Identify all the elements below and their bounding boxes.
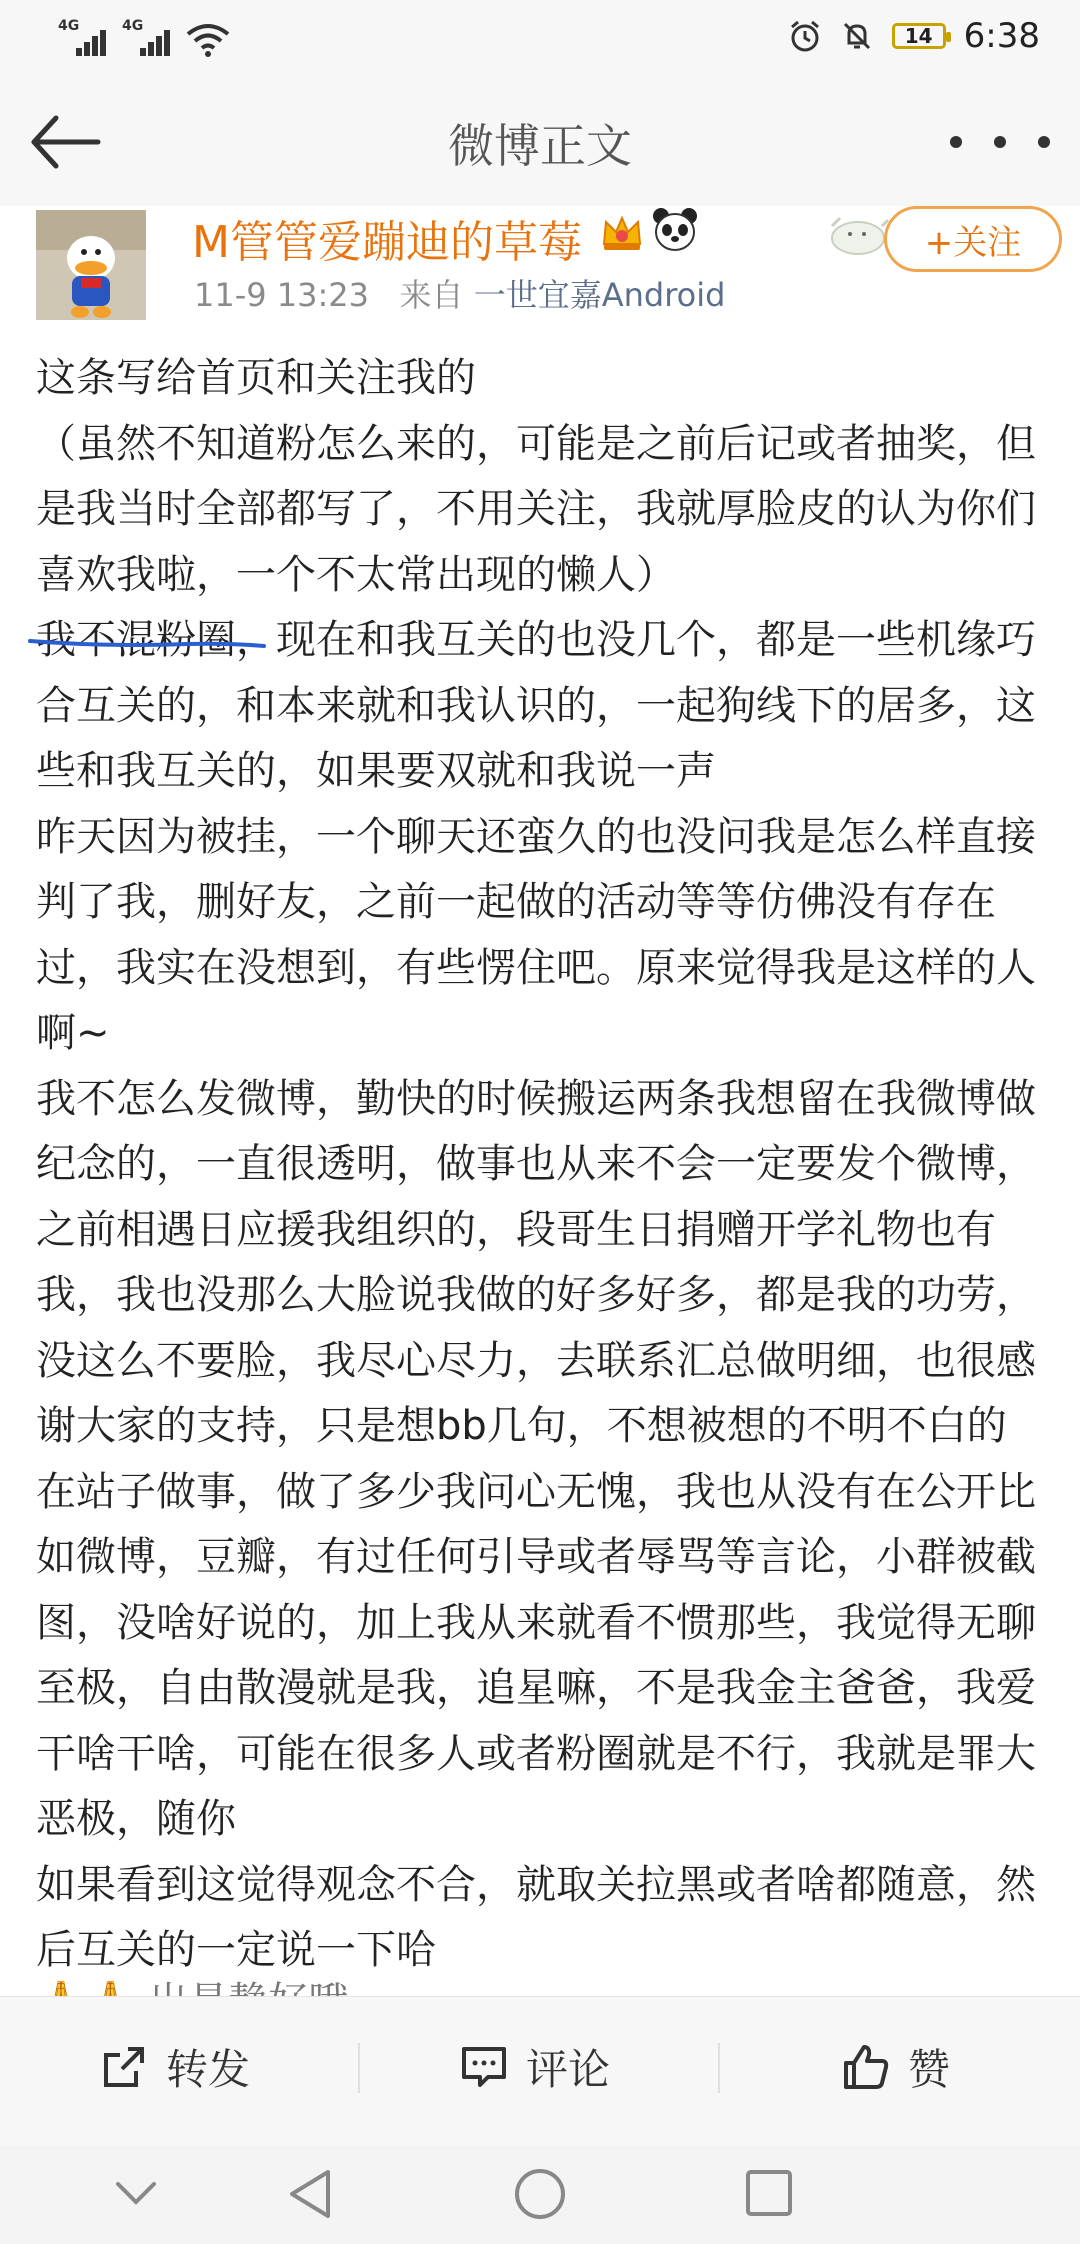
nav-home-icon[interactable] [512, 2166, 568, 2222]
alarm-icon [788, 19, 822, 53]
post-text [36, 346, 1046, 1984]
paragraph: 这条写给首页和关注我的 [36, 355, 476, 401]
status-right [788, 14, 1040, 58]
signal-icon [58, 18, 108, 58]
more-options-button[interactable] [950, 122, 1050, 162]
dot-icon [950, 136, 962, 148]
paragraph: 我不怎么发微博，勤快的时候搬运两条我想留在我微博做纪念的，一直很透明，做事也从来不会一定要发个微博，之前相遇日应援我组织的，段哥生日捐赠开学礼物也有我，我也没那么大脸说我做的好多好多，都是我的功劳，没这么不要脸，我尽心尽力，去联系汇总做明细，也很感谢大家的支持，只是想bb几句，不想被想的不明不白的 [36, 1075, 1036, 1449]
clock: 6:38 [963, 16, 1040, 56]
avatar[interactable] [36, 210, 146, 320]
post-source[interactable]: 一世宜嘉Android [473, 276, 726, 314]
paragraph: 昨天因为被挂，一个聊天还蛮久的也没问我是怎么样直接判了我，删好友，之前一起做的活动等等仿佛没有存在过，我实在没想到，有些愣住吧。原来觉得我是这样的人啊~ [36, 813, 1036, 1056]
signal-icon-2 [122, 18, 172, 58]
dot-icon [994, 136, 1006, 148]
thumbs-up-icon [842, 2043, 890, 2091]
follow-button[interactable]: +关注 [884, 206, 1062, 272]
mute-bell-icon [840, 19, 874, 53]
network-type-label-2: 4G [122, 18, 144, 34]
post-body [0, 326, 1080, 1996]
like-label: 赞 [908, 2045, 951, 2094]
status-bar [0, 0, 1080, 72]
collapse-chevron-icon[interactable] [112, 2176, 160, 2212]
comment-icon [460, 2043, 508, 2091]
page-title: 微博正文 [448, 119, 632, 173]
paragraph: 我不混粉圈，现在和我互关的也没几个，都是一些机缘巧合互关的，和本来就和我认识的，一起狗线下的居多，这些和我互关的，如果要双就和我说一声 [36, 617, 1036, 794]
panda-badge-icon [652, 206, 698, 254]
system-nav-bar [0, 2146, 1080, 2244]
handwritten-underline [28, 637, 268, 649]
battery-icon [892, 23, 946, 49]
wifi-icon [186, 22, 230, 58]
comment-label: 评论 [526, 2045, 611, 2094]
post-meta [194, 270, 725, 316]
paragraph: （虽然不知道粉怎么来的，可能是之前后记或者抽奖，但是我当时全部都写了，不用关注，我就厚脸皮的认为你们喜欢我啦，一个不太常出现的懒人） [36, 420, 1036, 598]
status-left [58, 14, 230, 58]
donald-duck-avatar-icon [36, 210, 146, 320]
network-type-label: 4G [58, 18, 80, 34]
like-button[interactable] [842, 2027, 950, 2107]
repost-label: 转发 [166, 2045, 251, 2094]
divider [358, 2043, 360, 2093]
nav-bar [0, 72, 1080, 207]
dot-icon [1038, 136, 1050, 148]
nav-recents-icon[interactable] [744, 2168, 794, 2218]
partial-text-line [36, 1982, 348, 1996]
divider [718, 2043, 720, 2093]
nav-back-icon[interactable] [286, 2166, 334, 2222]
source-prefix: 来自 [399, 276, 464, 314]
repost-button[interactable] [100, 2027, 250, 2107]
comment-button[interactable] [460, 2027, 610, 2107]
paragraph: 在站子做事，做了多少我问心无愧，我也从没有在公开比如微博，豆瓣，有过任何引导或者辱骂等言论，小群被截图，没啥好说的，加上我从来就看不惯那些，我觉得无聊至极，自由散漫就是我，追星嘛，不是我金主爸爸，我爱干啥干啥，可能在很多人或者粉圈就是不行，我就是罪大恶极，随你 [36, 1468, 1036, 1842]
post-date: 11-9 13:23 [194, 276, 370, 314]
repost-icon [100, 2043, 148, 2091]
battery-level: 14 [904, 24, 933, 48]
username[interactable]: M管管爱蹦迪的草莓 [192, 217, 582, 268]
vip-crown-icon [600, 210, 644, 254]
paragraph: 如果看到这觉得观念不合，就取关拉黑或者啥都随意，然后互关的一定说一下哈 [36, 1861, 1036, 1973]
post-header [0, 206, 1080, 326]
action-bar [0, 1996, 1080, 2147]
